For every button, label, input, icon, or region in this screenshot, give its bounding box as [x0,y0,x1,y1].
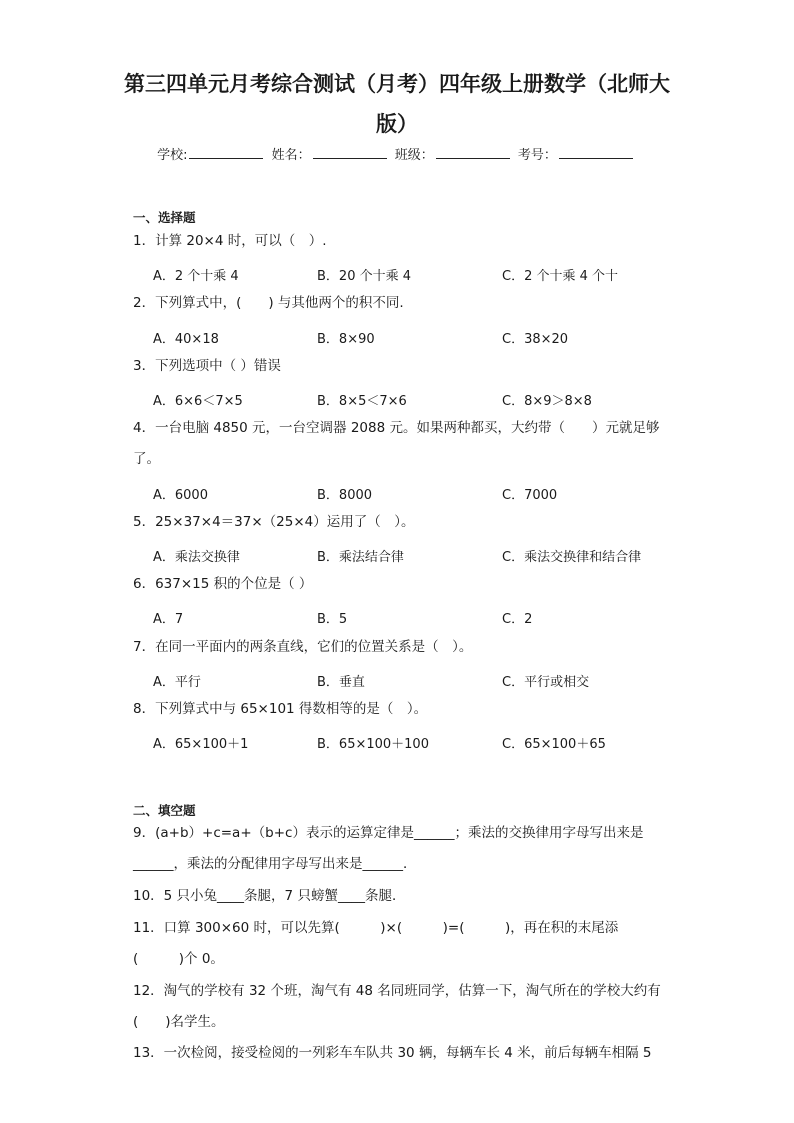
page-title: 第三四单元月考综合测试（月考）四年级上册数学（北师大版） [124,72,670,136]
question-7: 7．在同一平面内的两条直线，它们的位置关系是（ ）。 [133,639,473,655]
question-2: 2．下列算式中，( ) 与其他两个的积不同. [133,295,404,311]
number-blank [559,146,633,159]
option-b: B．20 个十乘 4 [317,269,411,284]
option-b: B．乘法结合律 [317,550,404,565]
school-label: 学校: [157,148,188,163]
option-c: C．平行或相交 [502,675,590,690]
name-label: 姓名： [271,148,311,163]
number-label: 考号： [517,148,557,163]
option-b: B．8000 [317,488,373,503]
option-c: C．38×20 [502,332,569,347]
options-7 [153,671,673,691]
options-8 [153,733,673,753]
options-6 [153,608,673,628]
question-10: 10．5 只小兔____条腿，7 只螃蟹____条腿． [133,888,406,904]
option-a: A．40×18 [153,332,219,347]
question-5: 5．25×37×4＝37×（25×4）运用了（ ）。 [133,514,415,530]
option-a: A．7 [153,612,184,627]
option-c: C．8×9＞8×8 [502,394,592,409]
section-heading-fill: 二、填空题 [133,803,196,818]
question-4: 4．一台电脑 4850 元，一台空调器 2088 元。如果两种都买，大约带（ ）元就足够了。 [133,420,660,467]
class-label: 班级： [394,148,434,163]
option-a: A．乘法交换律 [153,550,240,565]
option-c: C．2 [502,612,533,627]
options-5 [153,546,673,566]
option-a: A．65×100＋1 [153,737,249,752]
option-a: A．6×6＜7×5 [153,394,243,409]
option-a: A．2 个十乘 4 [153,269,239,284]
option-c: C．65×100＋65 [502,737,606,752]
option-c: C．乘法交换律和结合律 [502,550,642,565]
question-9: 9．(a+b）+c=a+（b+c）表示的运算定律是______；乘法的交换律用字母写出来是______，乘法的分配律用字母写出来是______． [133,825,644,872]
question-3: 3．下列选项中（ ）错误 [133,358,281,374]
option-b: B．8×90 [317,332,375,347]
option-c: C．7000 [502,488,558,503]
question-11: 11．口算 300×60 时，可以先算( )×( )=( )，再在积的末尾添( )个 0。 [133,920,619,967]
school-blank [189,146,263,159]
question-1: 1．计算 20×4 时，可以（ ）. [133,233,327,249]
question-12: 12．淘气的学校有 32 个班，淘气有 48 名同班同学，估算一下，淘气所在的学校大约有( )名学生。 [133,983,661,1030]
class-blank [436,146,510,159]
question-13: 13．一次检阅，接受检阅的一列彩车车队共 30 辆，每辆车长 4 米，前后每辆车相隔 5 [133,1045,652,1061]
option-b: B．垂直 [317,675,365,690]
student-info-row [0,144,794,163]
option-a: A．平行 [153,675,201,690]
option-b: B．8×5＜7×6 [317,394,407,409]
option-c: C．2 个十乘 4 个十 [502,269,619,284]
section-heading-choice: 一、选择题 [133,210,196,225]
option-a: A．6000 [153,488,208,503]
name-blank [313,146,387,159]
options-4 [153,484,673,504]
option-b: B．65×100＋100 [317,737,429,752]
options-1 [153,265,673,285]
option-b: B．5 [317,612,348,627]
options-2 [153,328,673,348]
options-3 [153,390,673,410]
question-6: 6．637×15 积的个位是（ ） [133,576,313,592]
question-8: 8．下列算式中与 65×101 得数相等的是（ ）。 [133,701,428,717]
